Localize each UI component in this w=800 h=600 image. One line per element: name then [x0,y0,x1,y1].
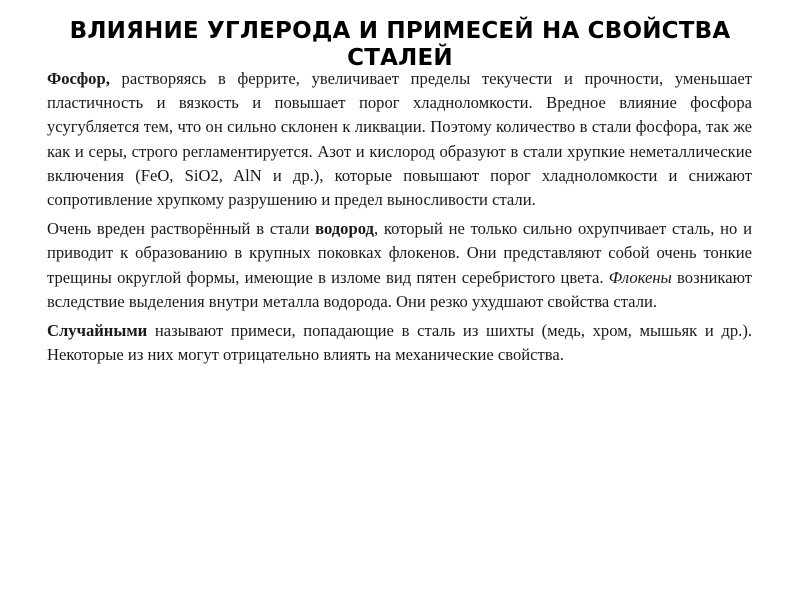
paragraph-hydrogen [47,217,752,314]
paragraph-random-text: называют примеси, попадающие в сталь из шихты (медь, хром, мышьяк и др.). Некоторые из них могут отрицательно влиять на механические свойства. [47,321,752,365]
paragraph-phosphorus [47,67,752,212]
paragraph-hydrogen-mid: , который не только сильно охрупчивает сталь, но и приводит к образованию в крупных поковках флокенов. Они представляют собой очень тонкие трещины округлой формы, имеющие в изломе вид пятен серебристого цвета. [47,219,752,287]
term-flakes: Флокены [608,267,672,287]
slide-body [47,67,752,372]
paragraph-hydrogen-post: возникают вследствие выделения внутри металла водорода. Они резко ухудшают свойства стали. [47,267,752,311]
paragraph-random-impurities [47,319,752,367]
slide-title: ВЛИЯНИЕ УГЛЕРОДА И ПРИМЕСЕЙ НА СВОЙСТВА СТАЛЕЙ [69,18,731,71]
paragraph-hydrogen-pre: Очень вреден растворённый в стали [47,219,316,239]
paragraph-phosphorus-text: растворяясь в феррите, увеличивает пределы текучести и прочности, уменьшает пластичность и вязкость и повышает порог хладноломкости. Вредное влияние фосфора усугубляется тем, что он сильно склонен к ликвации. Поэтому количество в стали фосфора, так же как и серы, строго регламентируется. Азот и кислород образуют в стали хрупкие неметаллические включения (FeO, SiO2, AlN и др.), которые повышают порог хладноломкости и снижают сопротивление хрупкому разрушению и предел выносливости стали. [47,69,752,210]
term-random: Случайными [47,321,148,341]
term-phosphorus: Фосфор, [47,69,110,88]
term-hydrogen: водород [315,219,374,239]
